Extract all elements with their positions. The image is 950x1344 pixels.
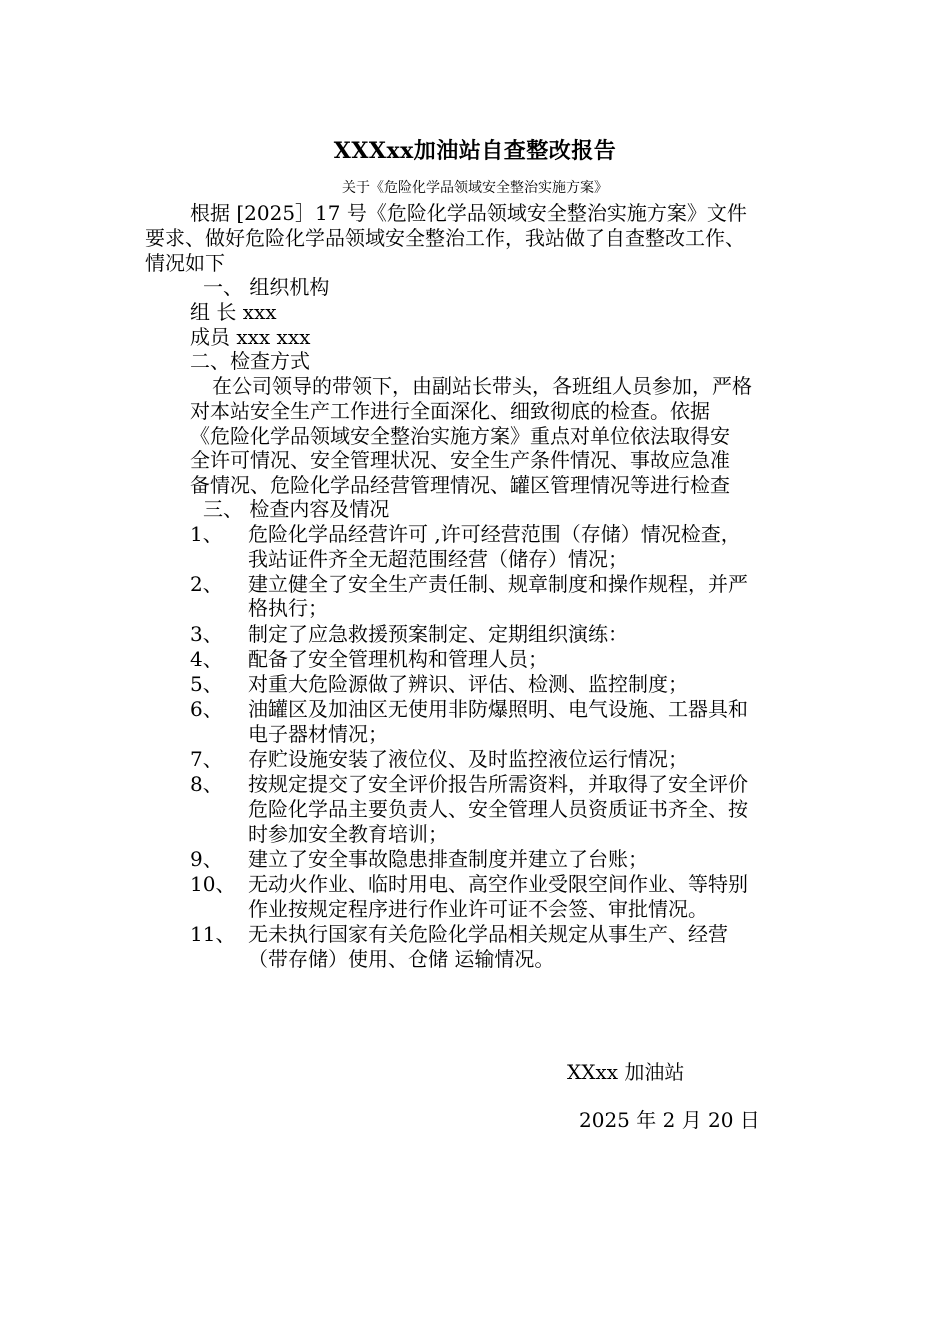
section-heading-organization: 一、 组织机构 [203,275,330,299]
list-item-text: 无动火作业、临时用电、高空作业受限空间作业、等特别 [248,872,748,896]
section-heading-inspection-content: 三、 检查内容及情况 [203,497,390,521]
paragraph-line: 备情况、危险化学品经营管理情况、罐区管理情况等进行检查 [190,473,730,497]
list-item-text: 建立健全了安全生产责任制、规章制度和操作规程，并严 [248,572,748,596]
list-item-number: 10、 [190,872,236,896]
list-item-number: 6、 [190,697,223,721]
signature: XXxx 加油站 [567,1060,685,1084]
document-title: XXXxx加油站自查整改报告 [333,138,617,164]
group-members: 成员 xxx xxx [190,325,311,349]
group-leader: 组 长 xxx [190,300,277,324]
list-item-text: 配备了安全管理机构和管理人员； [248,647,548,671]
list-item-text: 格执行； [248,596,328,620]
paragraph-line: 全许可情况、安全管理状况、安全生产条件情况、事故应急准 [190,448,730,472]
list-item-number: 5、 [190,672,223,696]
list-item-number: 7、 [190,747,223,771]
list-item-number: 2、 [190,572,223,596]
paragraph-line: 对本站安全生产工作进行全面深化、细致彻底的检查。依据 [190,399,710,423]
intro-line: 根据 [2025］17 号《危险化学品领域安全整治实施方案》文件 [190,201,747,225]
list-item-text: 按规定提交了安全评价报告所需资料，并取得了安全评价 [248,772,748,796]
list-item-text: 我站证件齐全无超范围经营（储存）情况； [248,547,628,571]
list-item-number: 11、 [190,922,236,946]
list-item-text: 对重大危险源做了辨识、评估、检测、监控制度； [248,672,688,696]
list-item-number: 9、 [190,847,223,871]
list-item-number: 8、 [190,772,223,796]
list-item-text: 制定了应急救援预案制定、定期组织演练： [248,622,628,646]
list-item-text: 危险化学品主要负责人、安全管理人员资质证书齐全、按 [248,797,748,821]
list-item-text: 电子器材情况； [248,722,388,746]
intro-line: 要求、做好危险化学品领域安全整治工作，我站做了自查整改工作、 [145,226,745,250]
list-item-number: 1、 [190,522,223,546]
list-item-number: 4、 [190,647,223,671]
list-item-text: 存贮设施安装了液位仪、及时监控液位运行情况； [248,747,688,771]
list-item-text: 作业按规定程序进行作业许可证不会签、审批情况。 [248,897,708,921]
document-subtitle: 关于《危险化学品领域安全整治实施方案》 [342,180,608,196]
list-item-text: 危险化学品经营许可 ,许可经营范围（存储）情况检查， [248,522,741,546]
intro-line: 情况如下 [145,251,225,275]
paragraph-line: 《危险化学品领域安全整治实施方案》重点对单位依法取得安 [190,424,730,448]
section-heading-inspection-method: 二、检查方式 [190,349,310,373]
list-item-text: 油罐区及加油区无使用非防爆照明、电气设施、工器具和 [248,697,748,721]
paragraph-line: 在公司领导的带领下，由副站长带头，各班组人员参加，严格 [212,374,752,398]
list-item-text: 建立了安全事故隐患排查制度并建立了台账； [248,847,648,871]
list-item-text: 时参加安全教育培训； [248,822,448,846]
list-item-text: 无未执行国家有关危险化学品相关规定从事生产、经营 [248,922,728,946]
report-date: 2025 年 2 月 20 日 [579,1108,760,1132]
list-item-text: （带存储）使用、仓储 运输情况。 [248,947,555,971]
list-item-number: 3、 [190,622,223,646]
